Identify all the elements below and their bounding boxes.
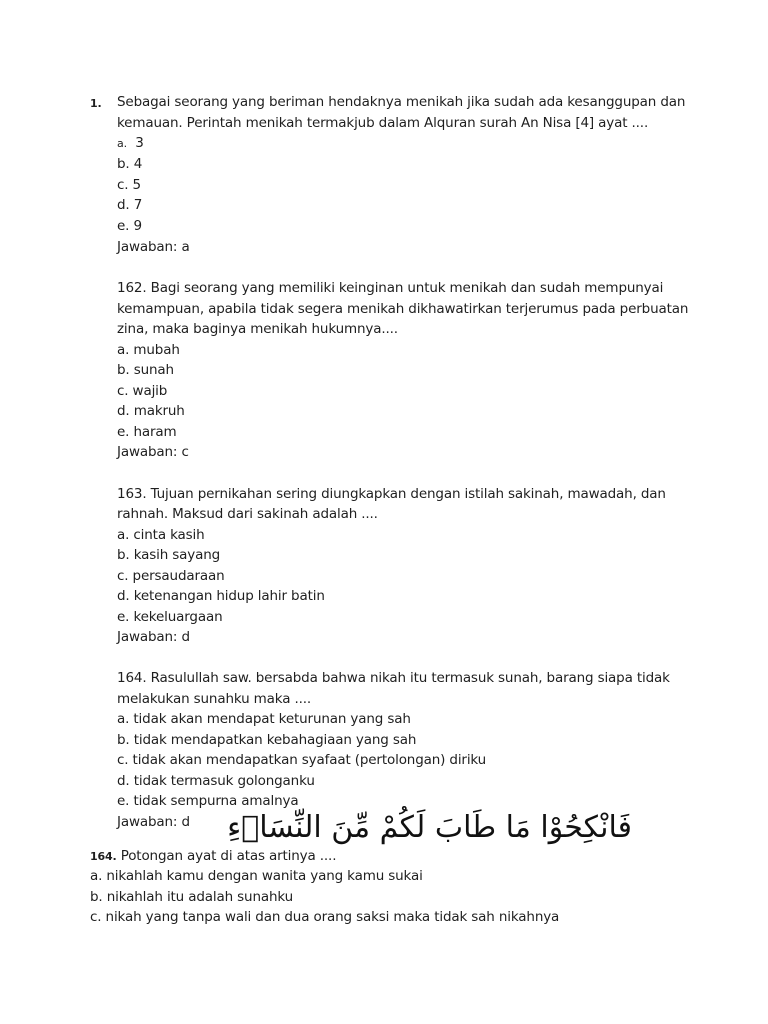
option-b: b. sunah [117, 362, 174, 378]
option-b: b. nikahlah itu adalah sunahku [90, 889, 294, 905]
option-d: d. tidak termasuk golonganku [117, 773, 315, 789]
option-c: c. persaudaraan [117, 568, 225, 584]
question-text: kemampuan, apabila tidak segera menikah dikhawatirkan terjerumus pada perbuatan [117, 301, 689, 317]
answer-line: Jawaban: a [117, 239, 190, 255]
option-d: d. ketenangan hidup lahir batin [117, 588, 325, 604]
question-text: melakukan sunahku maka .... [117, 691, 312, 707]
option-e: e. haram [117, 424, 177, 440]
option-c: c. nikah yang tanpa wali dan dua orang saksi maka tidak sah nikahnya [90, 909, 560, 925]
question-number: 164. [90, 850, 117, 863]
option-c: c. wajib [117, 383, 168, 399]
question-text: Sebagai seorang yang beriman hendaknya menikah jika sudah ada kesanggupan dan [117, 94, 686, 110]
option-a: a. mubah [117, 342, 180, 358]
option-a: a. tidak akan mendapat keturunan yang sah [117, 711, 411, 727]
arabic-verse-image: فَانْكِحُوْا مَا طَابَ لَكُمْ مِّنَ النِّسَاۤءِ [227, 810, 632, 845]
option-a: a. nikahlah kamu dengan wanita yang kamu sukai [90, 868, 423, 884]
option-c: c. 5 [117, 177, 141, 193]
answer-line: Jawaban: d [117, 629, 190, 645]
option-letter: a. [117, 137, 127, 150]
option-b: b. tidak mendapatkan kebahagiaan yang sah [117, 732, 417, 748]
question-text [90, 846, 336, 867]
option-value: 3 [135, 135, 144, 151]
question-text: kemauan. Perintah menikah termakjub dalam Alquran surah An Nisa [4] ayat .... [117, 115, 649, 131]
option-b: b. 4 [117, 156, 143, 172]
question-text: 163. Tujuan pernikahan sering diungkapkan dengan istilah sakinah, mawadah, dan [117, 486, 666, 502]
option-e: e. tidak sempurna amalnya [117, 793, 299, 809]
option-a: a. cinta kasih [117, 527, 205, 543]
question-text: rahnah. Maksud dari sakinah adalah .... [117, 506, 378, 522]
question-text: zina, maka baginya menikah hukumnya.... [117, 321, 398, 337]
question-text: 162. Bagi seorang yang memiliki keinginan untuk menikah dan sudah mempunyai [117, 280, 664, 296]
option-c: c. tidak akan mendapatkan syafaat (pertolongan) diriku [117, 752, 487, 768]
question-body: Potongan ayat di atas artinya .... [116, 848, 337, 864]
answer-line: Jawaban: c [117, 444, 189, 460]
option-d: d. makruh [117, 403, 185, 419]
option-b: b. kasih sayang [117, 547, 221, 563]
option-e: e. kekeluargaan [117, 609, 223, 625]
answer-line: Jawaban: d [117, 814, 190, 830]
option-e: e. 9 [117, 218, 142, 234]
question-text: 164. Rasulullah saw. bersabda bahwa nikah itu termasuk sunah, barang siapa tidak [117, 670, 670, 686]
question-number: 1. [90, 97, 102, 110]
option-d: d. 7 [117, 197, 143, 213]
option-a [117, 133, 144, 154]
